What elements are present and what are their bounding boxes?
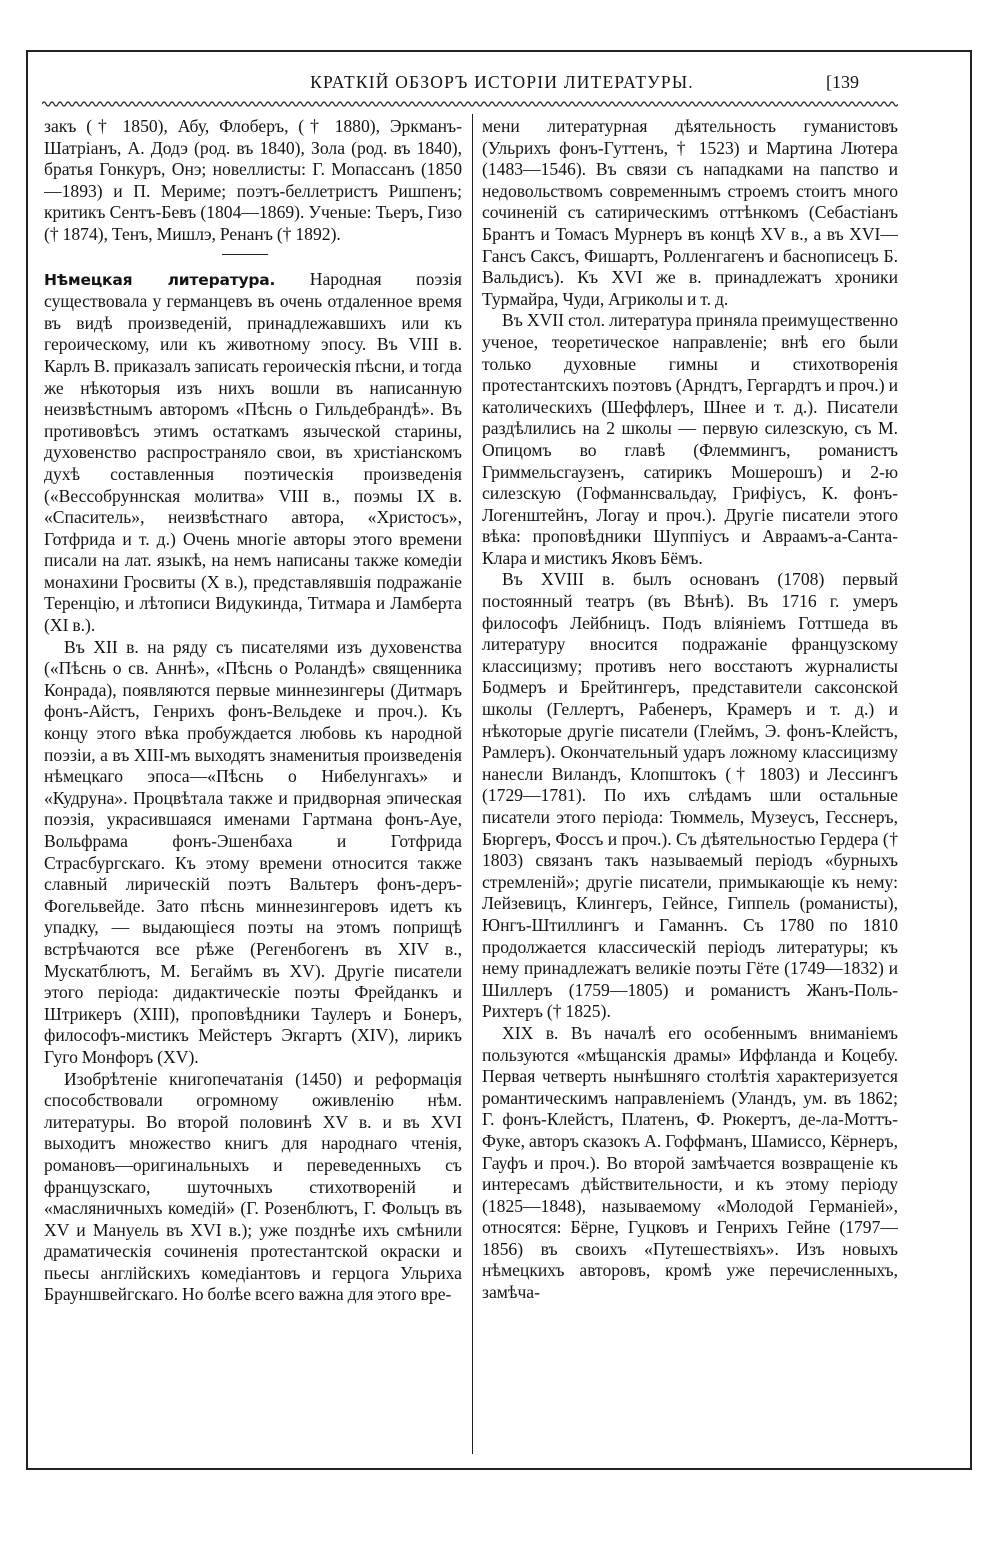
section-title-german-literature: Нѣмецкая литература.	[44, 270, 276, 289]
page-number: [139	[826, 72, 859, 92]
paragraph-18th-century: Въ XVIII в. былъ основанъ (1708) первый постоянный театръ (въ Вѣнѣ). Въ 1716 г. умеръ философъ Лейбницъ. Подъ вліяніемъ Готтшеда въ литературу вносится подражаніе французскому классицизму; противъ него восстаютъ журналисты Бодмеръ и Брейтингеръ, представители саксонской школы (Геллертъ, Рабенеръ, Крамеръ и т. д.) и нѣкоторые другіе писатели (Глеймъ, Э. фонъ-Клейстъ, Рамлеръ). Окончательный ударъ ложному классицизму нанесли Виландъ, Клопштокъ († 1803) и Лессингъ (1729—1781). По ихъ слѣдамъ шли остальные писатели этого періода: Тюммель, Музеусъ, Гесснеръ, Бюргеръ, Фоссъ и проч.). Съ дѣятельностью Гердера († 1803) связанъ такъ называемый періодъ «бурныхъ стремленій»; другіе писатели, примыкающіе къ нему: Лейзевицъ, Клингеръ, Гейнсе, Гиппель (романисты), Юнгъ-Штиллингъ и Гаманнъ. Съ 1780 по 1810 продолжается классическій періодъ литературы; къ нему принадлежатъ великіе поэты Гёте (1749—1832) и Шиллеръ (1759—1805) и романистъ Жанъ-Поль-Рихтеръ († 1825).	[482, 569, 898, 1022]
paragraph-french-literature-end: закъ († 1850), Абу, Флоберъ, († 1880), Эркманъ-Шатріанъ, А. Додэ (род. въ 1840), Зола (род. въ 1840), братья Гонкуръ, Онэ; новеллисты: Г. Мопассанъ (1850—1893) и П. Мериме; поэтъ-беллетристъ Ришпенъ; критикъ Сентъ-Бевъ (1804—1869). Ученые: Тьеръ, Гизо († 1874), Тенъ, Мишлэ, Ренанъ († 1892).	[44, 116, 462, 244]
paragraph-german-printing-reformation: Изобрѣтеніе книгопечатанія (1450) и реформація способствовали огромному оживленію нѣм. литературы. Во второй половинѣ XV в. и въ XVI выходитъ множество книгъ для народнаго чтенія, романовъ—оригинальныхъ и переведенныхъ съ французскаго, шуточныхъ стихотвореній и «масляничныхъ комедій» (Г. Розенблютъ, Г. Фольцъ въ XV и Мануель въ XVI в.); уже позднѣе ихъ смѣнили драматическія сочиненія протестантской окраски и пьесы англійскихъ комедіантовъ и герцога Ульриха Брауншвейгскаго. Но болѣе всего важна для этого вре-	[44, 1068, 462, 1305]
paragraph-19th-century: XIX в. Въ началѣ его особеннымъ вниманіемъ пользуются «мѣщанскія драмы» Иффланда и Коцебу. Первая четверть нынѣшняго столѣтія характеризуется романтическимъ направленіемъ (Уландъ, ум. въ 1862; Г. фонъ-Клейстъ, Платенъ, Ф. Рюкертъ, де-ла-Моттъ-Фуке, авторъ сказокъ А. Гоффманъ, Шамиссо, Кёрнеръ, Гауфъ и проч.). Во второй замѣчается возвращеніе къ интересамъ дѣйствительности, и къ этому періоду (1825—1848), называемому «Молодой Германіей», относятся: Бёрне, Гуцковъ и Генрихъ Гейне (1797—1856) въ своихъ «Путешествіяхъ». Изъ новыхъ нѣмецкихъ авторовъ, кромѣ уже перечисленныхъ, замѣча-	[482, 1022, 898, 1303]
paragraph-17th-century: Въ XVII стол. литература приняла преимущественно ученое, теоретическое направленіе; внѣ его были только духовные гимны и стихотворенія протестантскихъ поэтовъ (Арндтъ, Гергардтъ и проч.) и католическихъ (Шеффлеръ, Шнее и т. д.). Писатели раздѣлились на 2 школы — первую силезскую, съ М. Опицомъ во главѣ (Флеммингъ, романистъ Гриммельсгаузенъ, сатирикъ Мошерошъ) и 2-ю силезскую (Гофманнсвальдау, Грифіусъ, К. фонъ-Логенштейнъ, Логау и проч.). Другіе писатели этого вѣка: проповѣдники Шуппіусъ и Авраамъ-а-Санта-Клара и мистикъ Яковъ Бёмъ.	[482, 310, 898, 568]
left-column	[44, 116, 462, 1456]
wavy-header-rule	[42, 98, 898, 110]
right-column	[482, 116, 898, 1456]
paragraph-german-12th-century: Въ XII в. на ряду съ писателями изъ духовенства («Пѣснь о св. Аннѣ», «Пѣснь о Роландѣ» священника Конрада), появляются первые миннезингеры (Дитмаръ фонъ-Айстъ, Генрихъ фонъ-Вельдеке и проч.). Къ концу этого вѣка пробуждается любовь къ народной поэзіи, а въ XIII-мъ выходятъ знаменитыя произведенія нѣмецкаго эпоса—«Пѣснь о Нибелунгахъ» и «Кудруна». Процвѣтала также и придворная эпическая поэзія, украсившаяся именами Гартмана фонъ-Ауе, Вольфрама фонъ-Эшенбаха и Готфрида Страсбургскаго. Къ этому времени относится также славный лирическій поэтъ Вальтеръ фонъ-деръ-Фогельвейде. Зато пѣснь миннезингеровъ идетъ къ упадку, — выдающіеся поэты на этомъ поприщѣ встрѣчаются все рѣже (Регенбогенъ въ XIV в., Мускатблютъ, М. Бегаймъ въ XV). Другіе писатели этого періода: дидактическіе поэты Фрейданкъ и Штрикеръ (XIII), проповѣдники Таулеръ и Бонеръ, философъ-мистикъ Мейстеръ Экгартъ (XIV), лирикъ Гуго Монфоръ (XV).	[44, 636, 462, 1067]
section-separator	[222, 254, 268, 255]
paragraph-humanists: мени литературная дѣятельность гуманистовъ (Ульрихъ фонъ-Гуттенъ, † 1523) и Мартина Лютера (1483—1546). Въ связи съ нападками на папство и недовольствомъ современнымъ строемъ стоитъ много сочиненій съ сатирическимъ оттѣнкомъ (Себастіанъ Брантъ и Томасъ Мурнеръ въ концѣ XV в., а въ XVI—Гансъ Саксъ, Фишартъ, Ролленгагенъ и баснописецъ Б. Вальдисъ). Къ XVI же в. принадлежатъ хроники Турмайра, Чуди, Агриколы и т. д.	[482, 116, 898, 309]
running-head: КРАТКІЙ ОБЗОРЪ ИСТОРІИ ЛИТЕРАТУРЫ.	[310, 72, 694, 92]
column-divider	[472, 114, 473, 1454]
paragraph-german-folk-poetry: Народная поэзія существовала у германцевъ въ очень отдаленное время въ видѣ произведеній, принадлежавшихъ или къ героическому, или къ животному эпосу. Въ VIII в. Карлъ В. приказалъ записать героическія пѣсни, и тогда же нѣкоторыя изъ нихъ вошли въ написанную неизвѣстнымъ авторомъ «Пѣснь о Гильдебрандѣ». Въ противовѣсъ этимъ остаткамъ языческой старины, духовенство распространяло свои, въ христіанскомъ духѣ составленныя поэтическія произведенія («Вессобруннская молитва» VIII в., поэмы IX в. «Спаситель», неизвѣстнаго автора, «Христосъ», Готфрида и т. д.) Очень многіе авторы этого времени писали на лат. языкѣ, на немъ написаны также комедіи монахини Гросвиты (X в.), представлявшія подражаніе Теренцію, и лѣтописи Видукинда, Титмара и Ламберта (XI в.).	[44, 268, 462, 636]
